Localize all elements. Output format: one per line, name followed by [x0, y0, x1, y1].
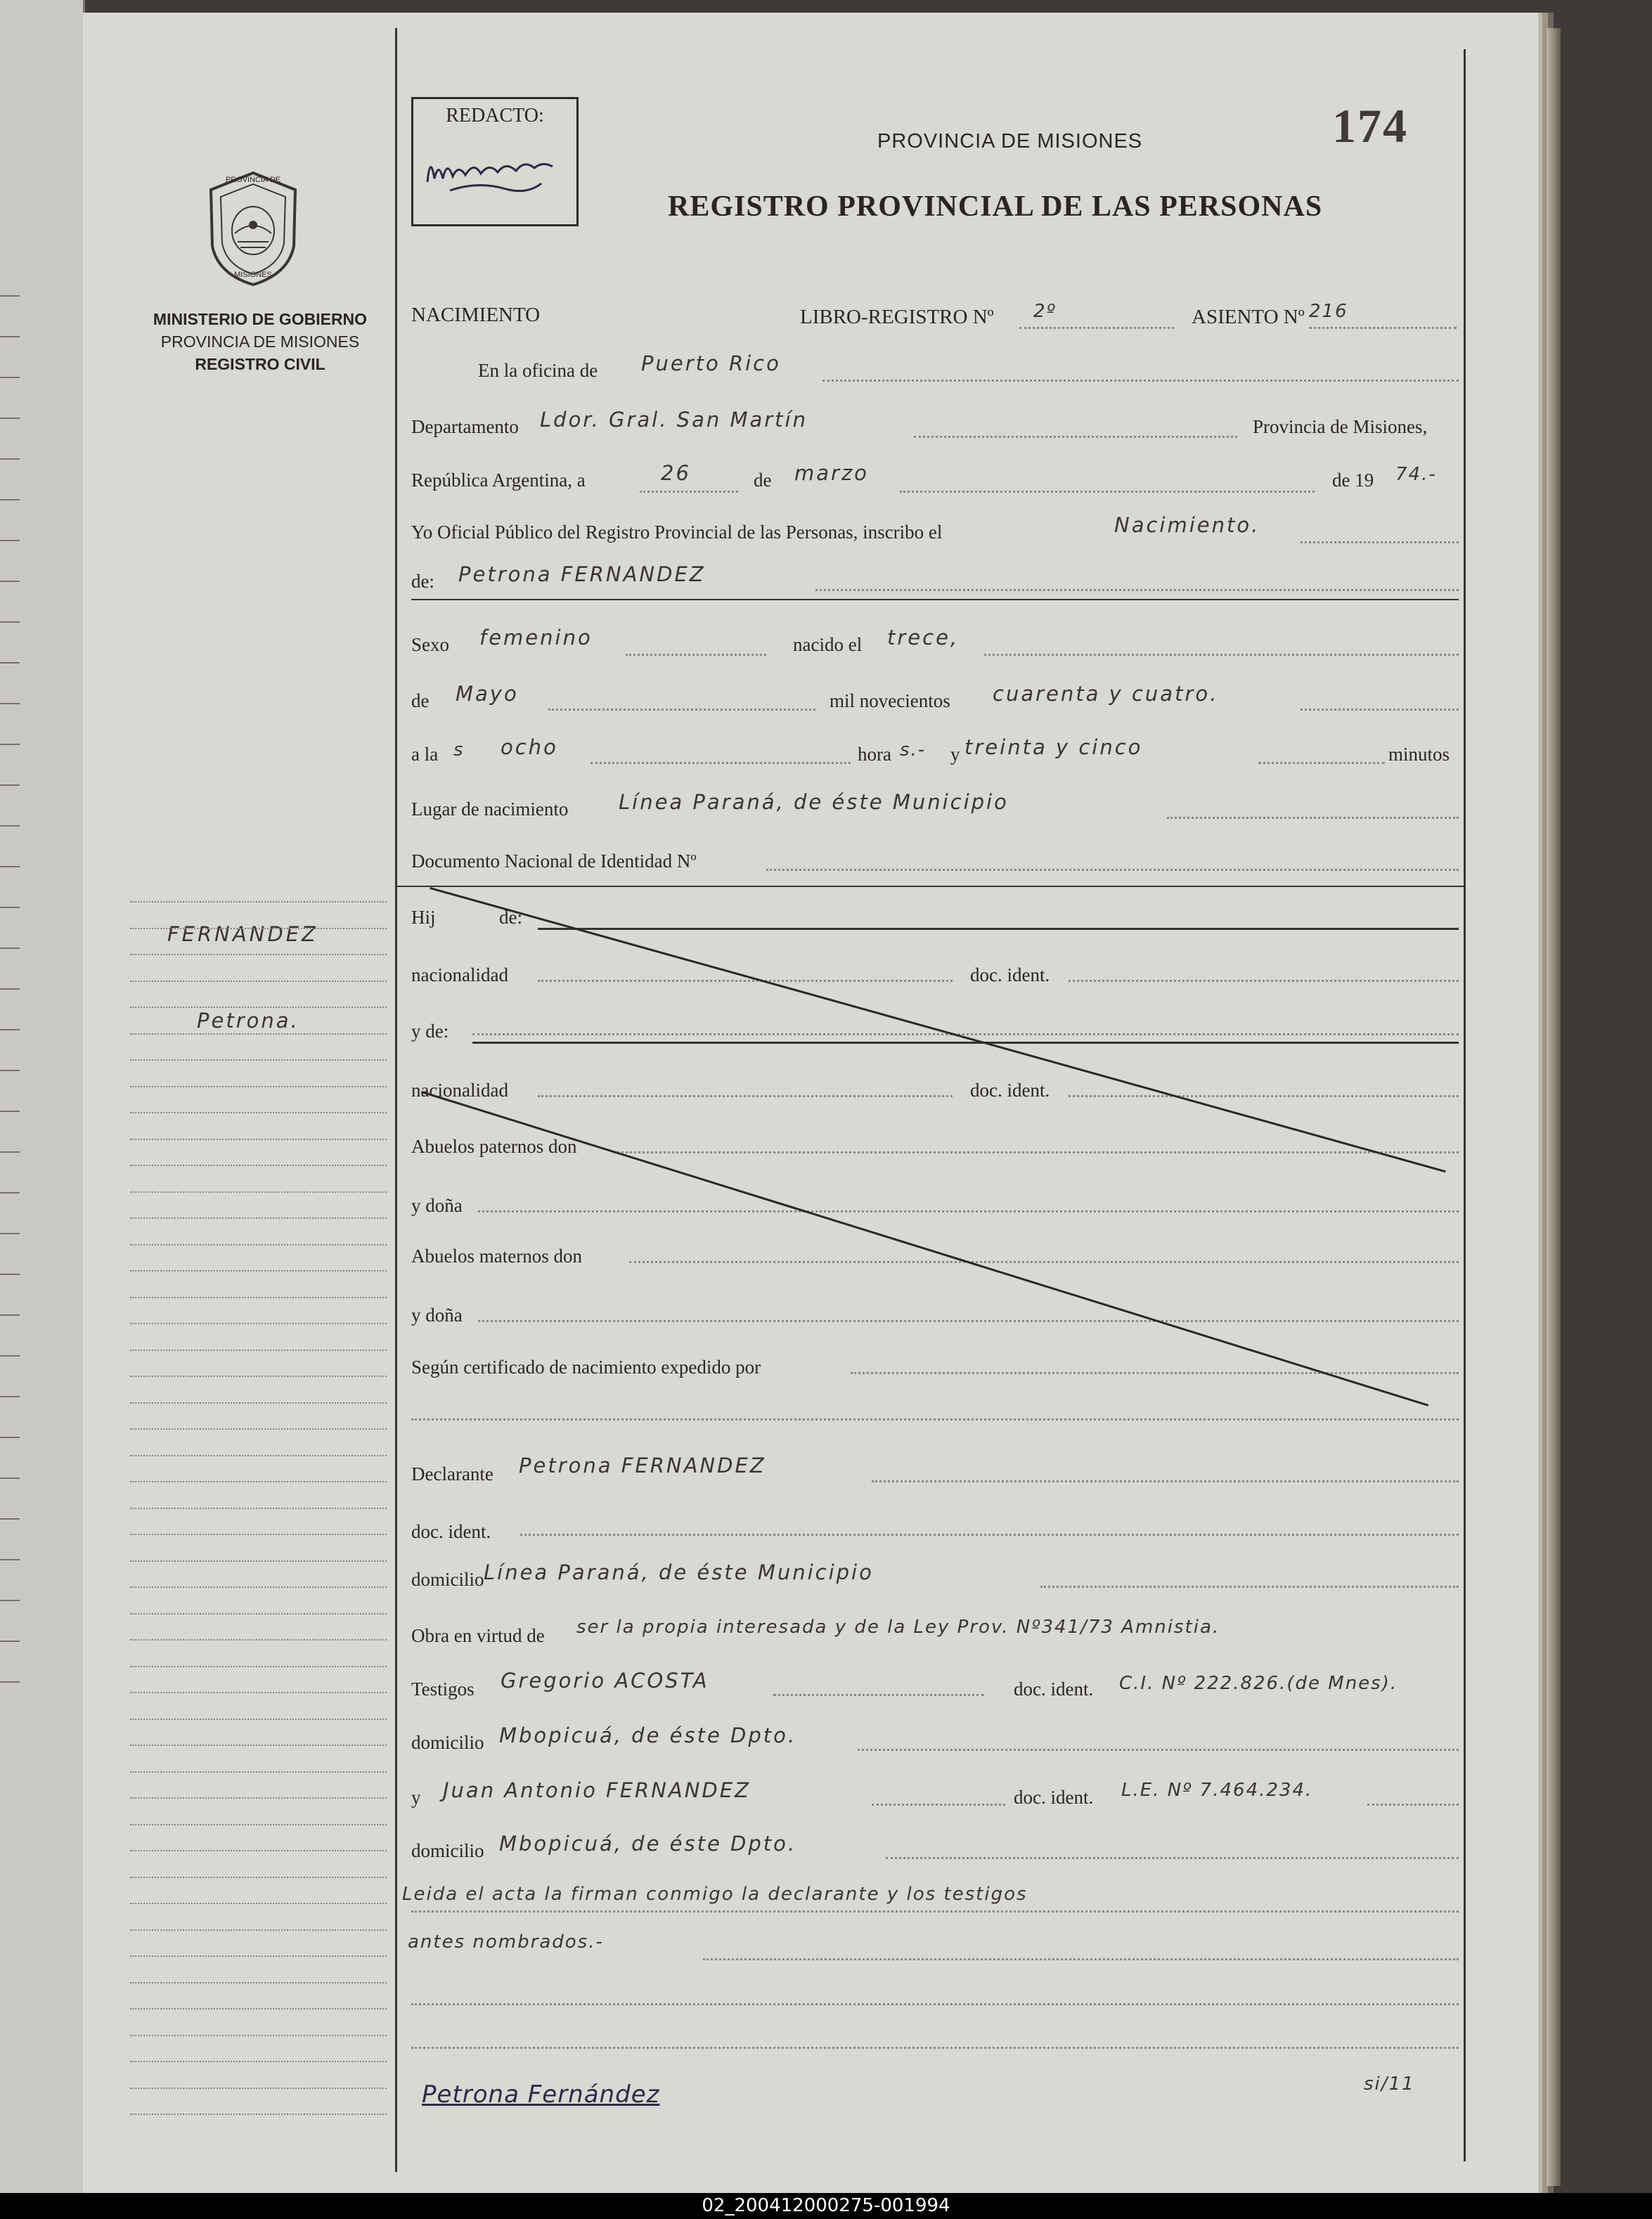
previous-page-rule-tick: [0, 1192, 20, 1193]
margin-rule-line: [130, 981, 387, 982]
margin-rule-line: [130, 901, 387, 903]
horas-dots: [591, 762, 851, 764]
libro-value: 2º: [1033, 301, 1057, 322]
mes2-value: Mayo: [456, 682, 519, 706]
nacido-value: trece,: [887, 626, 960, 649]
margin-rule-line: [130, 2088, 387, 2089]
sexo-dots: [626, 654, 766, 656]
previous-page-rule-tick: [0, 1518, 20, 1520]
margin-rule-line: [130, 1903, 387, 1904]
margin-rule-line: [130, 1350, 387, 1351]
testigo1-value: Gregorio ACOSTA: [501, 1669, 709, 1693]
margin-rule-line: [130, 1745, 387, 1746]
ministry-line-3: REGISTRO CIVIL: [195, 355, 325, 373]
margin-rule-line: [130, 1719, 387, 1720]
asiento-label: ASIENTO Nº: [1192, 306, 1305, 328]
mes-value: marzo: [794, 461, 869, 485]
margin-rule-line: [130, 1586, 387, 1588]
file-id-footer: 02_200412000275-001994: [0, 2193, 1652, 2219]
ministry-block: [134, 308, 387, 375]
margin-rule-line: [130, 1402, 387, 1404]
hij-label: Hij: [411, 907, 436, 928]
margin-rule-line: [130, 1771, 387, 1773]
previous-page-rule-tick: [0, 581, 20, 582]
libro-dots: [1019, 327, 1174, 329]
left-column-rule: [395, 28, 397, 2172]
anio-label: de 19: [1332, 470, 1374, 491]
horas-value: ocho: [501, 735, 558, 759]
previous-page-rule-tick: [0, 784, 20, 786]
domicilio2-dots: [858, 1749, 1459, 1751]
de-label: de: [754, 470, 772, 491]
provincia-label: Provincia de Misiones,: [1253, 416, 1428, 437]
nacido-label: nacido el: [793, 634, 863, 655]
margin-rule-line: [130, 1982, 387, 1984]
libro-label: LIBRO-REGISTRO Nº: [800, 306, 994, 328]
abuelos-maternos-label: Abuelos maternos don: [411, 1246, 582, 1267]
domicilio-label-3: domicilio: [411, 1840, 484, 1861]
previous-page-rule-tick: [0, 1070, 20, 1071]
ydona-dots-1: [478, 1210, 1459, 1212]
previous-page-rule-tick: [0, 1641, 20, 1642]
hij-de-underline: [538, 928, 1459, 930]
departamento-value: Ldor. Gral. San Martín: [540, 408, 808, 432]
previous-page-rule-tick: [0, 1151, 20, 1153]
margin-rule-line: [130, 1929, 387, 1931]
nacionalidad-dots-1: [538, 980, 953, 982]
testigo2-value: Juan Antonio FERNANDEZ: [443, 1778, 751, 1802]
nacionalidad-label-2: nacionalidad: [411, 1080, 508, 1101]
segun-dots: [851, 1372, 1459, 1374]
oficial-dots: [1301, 541, 1459, 543]
ministry-line-2: PROVINCIA DE MISIONES: [160, 332, 360, 351]
docident-dots-1: [1069, 980, 1459, 982]
domicilio-label-1: domicilio: [411, 1569, 484, 1590]
previous-page-rule-tick: [0, 1314, 20, 1316]
domicilio3-value: Mbopicuá, de éste Dpto.: [499, 1832, 797, 1856]
alas-s: s: [453, 739, 465, 761]
seal-text-bottom: MISIONES: [234, 271, 272, 279]
previous-page-rule-tick: [0, 621, 20, 623]
margin-rule-line: [130, 1481, 387, 1482]
margin-given-name: Petrona.: [197, 1009, 299, 1033]
testigo1-doc-value: C.I. Nº 222.826.(de Mnes).: [1119, 1673, 1398, 1694]
lugar-label: Lugar de nacimiento: [411, 798, 569, 820]
margin-rule-line: [130, 954, 387, 955]
previous-page-rule-tick: [0, 458, 20, 460]
margin-rule-line: [130, 1534, 387, 1535]
previous-page-rule-tick: [0, 825, 20, 827]
ydona-label-1: y doña: [411, 1195, 463, 1216]
leida-dots-2: [703, 1958, 1459, 1960]
declarante-dots: [872, 1480, 1459, 1482]
annotation: si/11: [1364, 2074, 1415, 2095]
republica-label: República Argentina, a: [411, 470, 586, 491]
yde-underline: [472, 1042, 1459, 1044]
hij-section-rule: [395, 886, 1464, 887]
previous-page-rule-tick: [0, 1437, 20, 1438]
segun-label: Según certificado de nacimiento expedido por: [411, 1357, 761, 1378]
domicilio2-value: Mbopicuá, de éste Dpto.: [499, 1723, 797, 1747]
alas-label: a la: [411, 744, 439, 765]
previous-page-edge: [0, 0, 85, 2193]
leida-line-1: Leida el acta la firman conmigo la declarante y los testigos: [402, 1884, 1028, 1905]
docident2-label: doc. ident.: [411, 1521, 491, 1542]
de3-label: de:: [499, 907, 522, 928]
minutos-label: minutos: [1388, 744, 1450, 765]
docident2-dots: [520, 1534, 1459, 1536]
oficial-label: Yo Oficial Público del Registro Provincial de las Personas, inscribo el: [411, 522, 943, 543]
leida-line-2: antes nombrados.-: [408, 1932, 604, 1953]
margin-rule-line: [130, 928, 387, 929]
margin-rule-line: [130, 1666, 387, 1667]
margin-rule-line: [130, 1270, 387, 1272]
abuelos-paternos-dots: [613, 1151, 1459, 1153]
previous-page-rule-tick: [0, 1029, 20, 1030]
mes2-dots: [548, 709, 815, 711]
domicilio-dots: [1040, 1586, 1459, 1588]
nacido-dots: [984, 654, 1459, 656]
domicilio-value: Línea Paraná, de éste Municipio: [484, 1560, 874, 1584]
previous-page-rule-tick: [0, 1600, 20, 1601]
margin-rule-line: [130, 1877, 387, 1878]
de2-label: de: [411, 690, 430, 711]
testigo2-doc-label: doc. ident.: [1014, 1787, 1094, 1808]
blank-dots-2: [411, 2047, 1459, 2049]
margin-rule-line: [130, 1086, 387, 1087]
testigos-label: Testigos: [411, 1678, 475, 1700]
province-title: PROVINCIA DE MISIONES: [877, 130, 1143, 153]
previous-page-rule-tick: [0, 1355, 20, 1357]
previous-page-rule-tick: [0, 377, 20, 378]
lugar-dots: [1167, 817, 1459, 819]
asiento-dots: [1309, 327, 1457, 329]
previous-page-rule-tick: [0, 744, 20, 745]
folio-number: 174: [1332, 99, 1408, 153]
margin-rule-line: [130, 1217, 387, 1219]
mil-dots: [1301, 709, 1459, 711]
margin-rule-line: [130, 1323, 387, 1324]
testigo1-doc-label: doc. ident.: [1014, 1678, 1094, 1700]
docident-dots-2: [1069, 1095, 1459, 1097]
testigo2-dots: [872, 1804, 1005, 1806]
previous-page-rule-tick: [0, 1233, 20, 1234]
margin-rule-line: [130, 1797, 387, 1799]
margin-rule-line: [130, 1613, 387, 1615]
declarante-value: Petrona FERNANDEZ: [519, 1454, 766, 1477]
margin-rule-line: [130, 1112, 387, 1113]
nacimiento-label: NACIMIENTO: [411, 304, 541, 326]
margin-rule-line: [130, 1139, 387, 1140]
name-underline: [411, 599, 1459, 600]
ydona-label-2: y doña: [411, 1305, 463, 1326]
previous-page-rule-tick: [0, 1477, 20, 1479]
docident-label-1: doc. ident.: [970, 964, 1050, 985]
right-margin-rule: [1464, 49, 1466, 2161]
margin-rule-line: [130, 1297, 387, 1298]
obra-value: ser la propia interesada y de la Ley Prov. Nº341/73 Amnistia.: [576, 1617, 1220, 1638]
previous-page-rule-tick: [0, 1111, 20, 1112]
ydona-dots-2: [478, 1320, 1459, 1322]
blank-dots-1: [411, 2003, 1459, 2005]
hora-s: s.-: [900, 739, 927, 761]
margin-rule-line: [130, 1376, 387, 1377]
minutos-dots: [1258, 762, 1385, 764]
anio-value: 74.-: [1395, 464, 1437, 485]
yde-label: y de:: [411, 1021, 449, 1042]
margin-rule-line: [130, 1033, 387, 1035]
docident-label-2: doc. ident.: [970, 1080, 1050, 1101]
oficial-value: Nacimiento.: [1114, 513, 1260, 537]
margin-rule-line: [130, 1508, 387, 1509]
previous-page-rule-tick: [0, 295, 20, 297]
declarante-label: Declarante: [411, 1463, 493, 1484]
domicilio-label-2: domicilio: [411, 1732, 484, 1753]
margin-rule-line: [130, 1850, 387, 1851]
previous-page-rule-tick: [0, 947, 20, 949]
nacionalidad-dots-2: [538, 1095, 953, 1097]
de-nombre-value: Petrona FERNANDEZ: [458, 562, 706, 586]
mil-value: cuarenta y cuatro.: [993, 682, 1219, 706]
previous-page-rule-tick: [0, 703, 20, 704]
previous-page-rule-tick: [0, 418, 20, 419]
previous-page-rule-tick: [0, 1681, 20, 1683]
margin-rule-line: [130, 1639, 387, 1641]
abuelos-paternos-label: Abuelos paternos don: [411, 1136, 577, 1157]
nacionalidad-label-1: nacionalidad: [411, 964, 508, 985]
mil-label: mil novecientos: [830, 690, 950, 711]
sexo-value: femenino: [479, 626, 593, 649]
margin-rule-line: [130, 1560, 387, 1562]
previous-page-rule-tick: [0, 907, 20, 908]
seal-text-top: PROVINCIA DE: [225, 176, 281, 184]
hora-label: hora: [858, 744, 891, 765]
testigo2-doc-value: L.E. Nº 7.464.234.: [1121, 1780, 1313, 1801]
previous-page-rule-tick: [0, 1559, 20, 1560]
y-label: y: [950, 744, 960, 765]
margin-rule-line: [130, 1428, 387, 1430]
dni-label: Documento Nacional de Identidad Nº: [411, 850, 697, 872]
registry-title: REGISTRO PROVINCIAL DE LAS PERSONAS: [668, 190, 1323, 223]
margin-rule-line: [130, 2008, 387, 2010]
margin-rule-line: [130, 1165, 387, 1166]
oficina-value: Puerto Rico: [641, 351, 781, 375]
lugar-value: Línea Paraná, de éste Municipio: [619, 790, 1009, 814]
de-nombre-dots: [815, 589, 1459, 591]
margin-rule-line: [130, 1059, 387, 1061]
previous-page-rule-tick: [0, 499, 20, 500]
segun-dots-2: [411, 1418, 1459, 1421]
oficina-dots: [822, 380, 1459, 382]
sexo-label: Sexo: [411, 634, 449, 655]
margin-rule-line: [130, 1244, 387, 1246]
redacto-label: REDACTO:: [446, 105, 544, 127]
previous-page-rule-tick: [0, 540, 20, 541]
margin-rule-line: [130, 1007, 387, 1008]
margin-rule-line: [130, 1824, 387, 1825]
margin-rule-line: [130, 1455, 387, 1456]
previous-page-rule-tick: [0, 988, 20, 990]
de-nombre-label: de:: [411, 571, 434, 592]
testigo2-doc-dots: [1367, 1804, 1459, 1806]
previous-page-rule-tick: [0, 662, 20, 664]
dia-dots: [640, 491, 738, 493]
redacto-box: [411, 97, 579, 226]
redacto-signature: [422, 140, 569, 203]
margin-rule-line: [130, 2114, 387, 2115]
dia-value: 26: [661, 461, 691, 485]
leida-dots-1: [411, 1910, 1459, 1913]
departamento-dots: [914, 436, 1237, 438]
ministry-line-1: MINISTERIO DE GOBIERNO: [153, 310, 368, 328]
margin-rule-line: [130, 2035, 387, 2036]
y2-label: y: [411, 1787, 421, 1808]
previous-page-rule-tick: [0, 866, 20, 867]
margin-rule-line: [130, 1191, 387, 1193]
obra-label: Obra en virtud de: [411, 1625, 545, 1646]
abuelos-maternos-dots: [629, 1261, 1459, 1263]
mes-dots: [900, 491, 1315, 493]
departamento-label: Departamento: [411, 416, 519, 437]
margin-rule-line: [130, 1955, 387, 1957]
margin-rule-line: [130, 2061, 387, 2062]
declarante-signature: Petrona Fernández: [422, 2081, 660, 2109]
margin-surname: FERNANDEZ: [167, 922, 318, 946]
previous-page-rule-tick: [0, 336, 20, 337]
yde-dots: [472, 1033, 1459, 1035]
previous-page-rule-tick: [0, 1396, 20, 1397]
asiento-value: 216: [1309, 301, 1348, 322]
margin-rule-line: [130, 1692, 387, 1693]
minutos-value: treinta y cinco: [964, 735, 1143, 759]
dni-dots: [766, 869, 1459, 871]
testigo1-dots: [773, 1694, 984, 1696]
page-stack-edge: [1547, 28, 1561, 2186]
oficina-label: En la oficina de: [478, 360, 598, 381]
domicilio3-dots: [886, 1857, 1459, 1859]
previous-page-rule-tick: [0, 1274, 20, 1275]
